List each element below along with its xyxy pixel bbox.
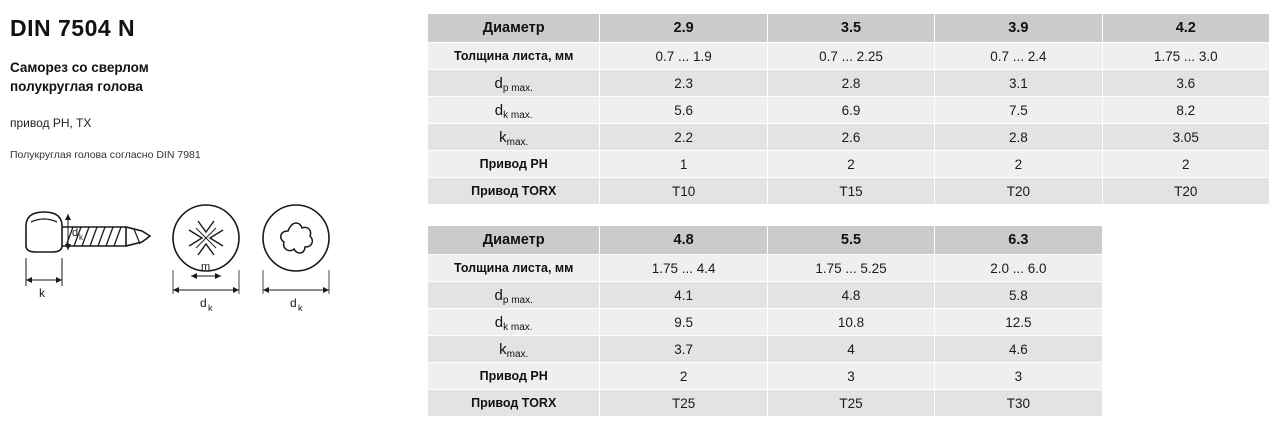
- spec-table-1-wrapper: [427, 13, 1270, 205]
- row-label: [428, 124, 600, 151]
- row-value: 5.6: [600, 97, 767, 124]
- row-label-sub: p max.: [502, 294, 533, 306]
- product-subtitle: [10, 58, 410, 96]
- row-value: 2.0 ... 6.0: [935, 255, 1102, 282]
- drawing-label-dk-tx-sub: k: [298, 303, 303, 313]
- drawing-label-m: m: [201, 261, 211, 273]
- row-value: 4.8: [767, 282, 934, 309]
- header-diameter-value: 2.9: [600, 14, 767, 43]
- row-label: [428, 282, 600, 309]
- table-row: [428, 282, 1270, 309]
- drawing-label-dk-side: d: [72, 227, 79, 239]
- row-value: 3: [767, 363, 934, 390]
- row-label-sub: k max.: [503, 109, 533, 121]
- row-value: T10: [600, 178, 767, 205]
- row-value: 0.7 ... 2.4: [935, 43, 1102, 70]
- drawing-label-k: k: [39, 286, 45, 300]
- spec-table-2-wrapper: [427, 225, 1270, 417]
- row-label-main: d: [494, 101, 504, 119]
- row-value: 1.75 ... 3.0: [1102, 43, 1269, 70]
- row-label-main: d: [494, 74, 503, 92]
- row-value: 9.5: [600, 309, 767, 336]
- product-subtitle-line-2: полукруглая голова: [10, 79, 143, 94]
- row-value: 3.05: [1102, 124, 1269, 151]
- row-label-main: d: [494, 313, 504, 331]
- row-value: 4: [767, 336, 934, 363]
- row-value: 0.7 ... 1.9: [600, 43, 767, 70]
- spec-table-2: [427, 225, 1270, 417]
- drive-type-text: привод PH, TX: [10, 116, 92, 130]
- row-value: 3.1: [935, 70, 1102, 97]
- row-label: Толщина листа, мм: [428, 43, 600, 70]
- row-value: 2: [767, 151, 934, 178]
- row-label: Привод TORX: [428, 178, 600, 205]
- row-value: 3: [935, 363, 1102, 390]
- row-empty-cell: [1102, 363, 1269, 390]
- row-value: 2.2: [600, 124, 767, 151]
- row-value: 4.1: [600, 282, 767, 309]
- table-header-row: [428, 226, 1270, 255]
- row-value: 2: [600, 363, 767, 390]
- row-value: 8.2: [1102, 97, 1269, 124]
- row-label-main: k: [499, 128, 507, 146]
- table-row: [428, 309, 1270, 336]
- row-label-sub: p max.: [502, 82, 533, 94]
- drawing-label-dk-ph-sub: k: [208, 303, 213, 313]
- row-value: T20: [1102, 178, 1269, 205]
- row-value: 2.6: [767, 124, 934, 151]
- row-label: Привод PH: [428, 363, 600, 390]
- row-label: [428, 70, 600, 97]
- row-empty-cell: [1102, 255, 1269, 282]
- header-diameter-value: 4.2: [1102, 14, 1269, 43]
- header-diameter-label: Диаметр: [428, 14, 600, 43]
- row-value: 3.6: [1102, 70, 1269, 97]
- header-diameter-value: 3.5: [767, 14, 934, 43]
- row-value: 5.8: [935, 282, 1102, 309]
- header-diameter-value: 6.3: [935, 226, 1102, 255]
- page-title: DIN 7504 N: [10, 15, 136, 41]
- row-value: 2: [1102, 151, 1269, 178]
- table-header-row: [428, 14, 1270, 43]
- row-label: [428, 336, 600, 363]
- spec-table-1: [427, 13, 1270, 205]
- row-label-sub: max.: [506, 348, 529, 360]
- row-value: 1: [600, 151, 767, 178]
- row-empty-cell: [1102, 336, 1269, 363]
- drawing-label-dk-side-sub: k: [79, 233, 83, 242]
- table-row: [428, 363, 1270, 390]
- row-value: 6.9: [767, 97, 934, 124]
- row-label-sub: k max.: [503, 321, 533, 333]
- table-row: [428, 390, 1270, 417]
- row-value: 1.75 ... 4.4: [600, 255, 767, 282]
- header-diameter-value: 3.9: [935, 14, 1102, 43]
- row-value: T30: [935, 390, 1102, 417]
- row-value: T25: [600, 390, 767, 417]
- technical-drawings: [10, 200, 410, 330]
- product-info-panel: [10, 10, 410, 419]
- table-row: [428, 43, 1270, 70]
- row-value: 7.5: [935, 97, 1102, 124]
- row-empty-cell: [1102, 390, 1269, 417]
- row-label-main: k: [499, 340, 507, 358]
- row-label-sub: max.: [506, 136, 529, 148]
- row-value: T25: [767, 390, 934, 417]
- row-value: 4.6: [935, 336, 1102, 363]
- header-diameter-value: 4.8: [600, 226, 767, 255]
- row-value: 2.8: [935, 124, 1102, 151]
- row-value: 1.75 ... 5.25: [767, 255, 934, 282]
- header-empty-cell: [1102, 226, 1269, 255]
- table-row: [428, 124, 1270, 151]
- drawing-label-dk-ph: d: [200, 296, 207, 310]
- table-row: [428, 336, 1270, 363]
- row-value: 12.5: [935, 309, 1102, 336]
- row-label: Привод TORX: [428, 390, 600, 417]
- row-empty-cell: [1102, 309, 1269, 336]
- row-value: 2: [935, 151, 1102, 178]
- row-label: [428, 309, 600, 336]
- row-label: Привод PH: [428, 151, 600, 178]
- row-label-main: d: [494, 286, 503, 304]
- row-value: T20: [935, 178, 1102, 205]
- table-row: [428, 70, 1270, 97]
- standard-note-text: Полукруглая голова согласно DIN 7981: [10, 149, 201, 161]
- table-row: [428, 255, 1270, 282]
- row-value: 3.7: [600, 336, 767, 363]
- header-diameter-label: Диаметр: [428, 226, 600, 255]
- row-label: Толщина листа, мм: [428, 255, 600, 282]
- row-value: 0.7 ... 2.25: [767, 43, 934, 70]
- drawing-label-dk-tx: d: [290, 296, 297, 310]
- row-value: 10.8: [767, 309, 934, 336]
- row-value: 2.8: [767, 70, 934, 97]
- row-value: T15: [767, 178, 934, 205]
- header-diameter-value: 5.5: [767, 226, 934, 255]
- product-subtitle-line-1: Саморез со сверлом: [10, 60, 149, 75]
- table-row: [428, 178, 1270, 205]
- row-label: [428, 97, 600, 124]
- row-value: 2.3: [600, 70, 767, 97]
- table-row: [428, 151, 1270, 178]
- table-row: [428, 97, 1270, 124]
- row-empty-cell: [1102, 282, 1269, 309]
